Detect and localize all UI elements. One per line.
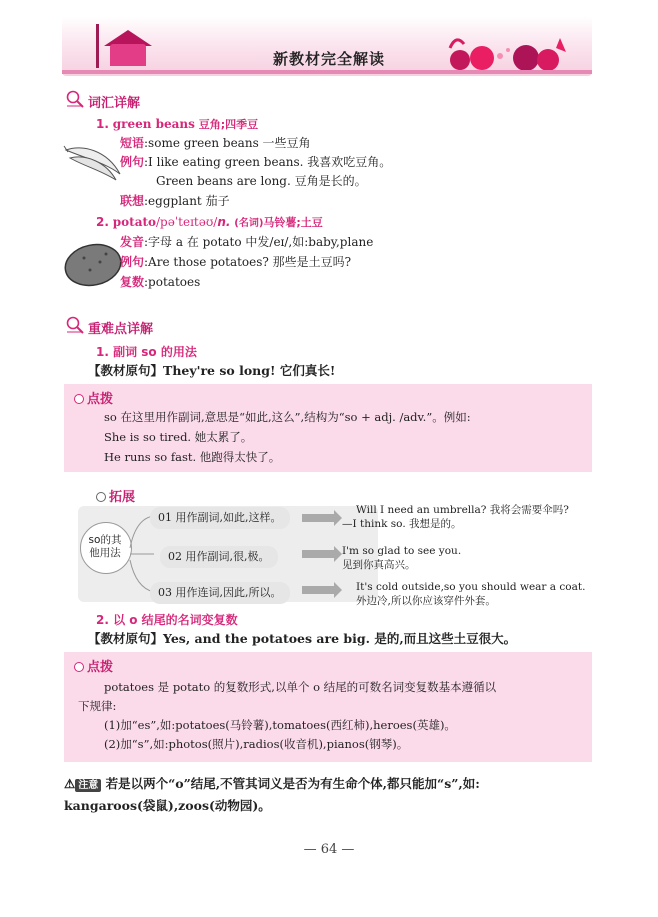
vocab-pos: n. <box>217 215 231 229</box>
vocab-line <box>156 172 367 190</box>
tip-box-2-title <box>74 656 113 675</box>
tip-line: She is so tired. 她太累了。 <box>104 430 253 444</box>
origin-text: They're so long! 它们真长! <box>163 363 336 378</box>
potato-illustration <box>62 240 124 288</box>
vocab-label: 短语 <box>120 136 145 150</box>
vocab-line <box>120 233 373 251</box>
vocab-line <box>120 273 200 291</box>
bullet-icon <box>96 492 106 502</box>
vocab-line <box>120 253 351 271</box>
vocab-item-number: 1. <box>96 117 109 131</box>
vocab-section-title: 词汇详解 <box>88 96 141 111</box>
vocab-text: :I like eating green beans. 我喜欢吃豆角。 <box>144 155 392 169</box>
vocab-headword: green beans <box>112 117 195 131</box>
warning-icon: ⚠ <box>64 776 76 791</box>
vocab-headword: potato <box>112 215 157 229</box>
page-number: — 64 — <box>303 842 355 857</box>
vocab-text: :potatoes <box>144 275 201 289</box>
origin-text: Yes, and the potatoes are big. 是的,而且这些土豆很大。 <box>163 631 517 646</box>
extension-title-text: 拓展 <box>109 490 136 505</box>
bullet-icon <box>74 394 84 404</box>
bullet-icon <box>74 662 84 672</box>
vocab-pos-note: (名词) <box>234 218 264 229</box>
center-line: 他用法 <box>89 547 121 559</box>
header-title: 新教材完全解读 <box>272 50 385 68</box>
vocab-line <box>120 153 391 171</box>
keypoint-1-title <box>96 343 197 361</box>
keypoint-1-origin <box>88 362 335 380</box>
tip-line: so 在这里用作副词,意思是“如此,这么”,结构为“so + adj. /adv.”。例如: <box>104 410 471 424</box>
tip-line: (2)加“s”,如:photos(照片),radios(收音机),pianos(钢琴)。 <box>104 737 409 751</box>
vocab-meaning: 豆角;四季豆 <box>198 118 259 131</box>
tip-line: (1)加“es”,如:potatoes(马铃薯),tomatoes(西红柿),heroes(英雄)。 <box>104 718 456 732</box>
vocab-text: :字母 a 在 potato 中发/eɪ/,如:baby,plane <box>144 235 374 249</box>
vocab-text: :some green beans 一些豆角 <box>144 136 311 150</box>
origin-label: 【教材原句】 <box>88 631 164 646</box>
vocab-item-2-header <box>96 213 323 233</box>
tip-title-text: 点拨 <box>87 392 114 407</box>
extension-usage-2: 02 用作副词,很,极。 <box>160 546 278 568</box>
tip-line: potatoes 是 potato 的复数形式,以单个 o 结尾的可数名词变复数基本遵循以 <box>104 680 497 694</box>
note-line-2: kangaroos(袋鼠),zoos(动物园)。 <box>64 798 271 813</box>
keypoint-title-text: 1. 副词 so 的用法 <box>96 345 197 359</box>
magnifier-icon <box>66 316 84 334</box>
extension-example: Will I need an umbrella? 我将会需要伞吗? <box>356 504 569 516</box>
vocab-meaning: 马铃薯;土豆 <box>263 216 323 229</box>
green-beans-illustration <box>62 140 124 184</box>
extension-example: It's cold outside,so you should wear a coat. <box>356 581 586 593</box>
extension-example: —I think so. 我想是的。 <box>342 518 462 530</box>
vocab-label: 例句 <box>120 155 145 169</box>
vocab-text: :Are those potatoes? 那些是土豆吗? <box>144 255 352 269</box>
tip-line: He runs so fast. 他跑得太快了。 <box>104 450 281 464</box>
vocab-item-number: 2. <box>96 215 109 229</box>
keypoint-2-origin <box>88 630 516 648</box>
tip-box-1-title <box>74 388 113 407</box>
extension-usage-1: 01 用作副词,如此,这样。 <box>150 507 290 529</box>
vocab-text: Green beans are long. 豆角是长的。 <box>156 174 367 188</box>
keypoint-title-text: 2. 以 o 结尾的名词变复数 <box>96 613 238 627</box>
note-text: 若是以两个“o”结尾,不管其词义是否为有生命个体,都只能加“s”,如: <box>105 776 480 791</box>
extension-example: 外边冷,所以你应该穿件外套。 <box>356 595 496 607</box>
tip-title-text: 点拨 <box>87 660 114 675</box>
vocab-item-1-header <box>96 115 258 134</box>
vocab-phonetic: /pəˈteɪtəʊ/ <box>156 215 218 229</box>
vocab-label: 复数 <box>120 275 145 289</box>
extension-example: I'm so glad to see you. <box>342 545 462 557</box>
vocab-label: 发音 <box>120 235 145 249</box>
origin-label: 【教材原句】 <box>88 363 164 378</box>
note-line-1 <box>64 775 480 795</box>
extension-arrows <box>300 508 344 600</box>
vocab-label: 联想 <box>120 194 145 208</box>
extension-title <box>96 486 135 505</box>
extension-example: 见到你真高兴。 <box>342 559 416 571</box>
vocab-line <box>120 192 230 210</box>
header-divider <box>62 70 592 74</box>
note-tag: 注意 <box>75 779 101 792</box>
keypoint-2-title <box>96 611 238 629</box>
vocab-label: 例句 <box>120 255 145 269</box>
keypoints-section-title: 重难点详解 <box>88 322 154 337</box>
vocab-line <box>120 134 311 152</box>
tip-line: 下规律: <box>78 699 117 713</box>
magnifier-icon <box>66 90 84 108</box>
extension-usage-3: 03 用作连词,因此,所以。 <box>150 582 290 604</box>
vocab-text: :eggplant 茄子 <box>144 194 230 208</box>
extension-center-label <box>80 534 130 560</box>
center-line: so的其 <box>88 534 122 546</box>
